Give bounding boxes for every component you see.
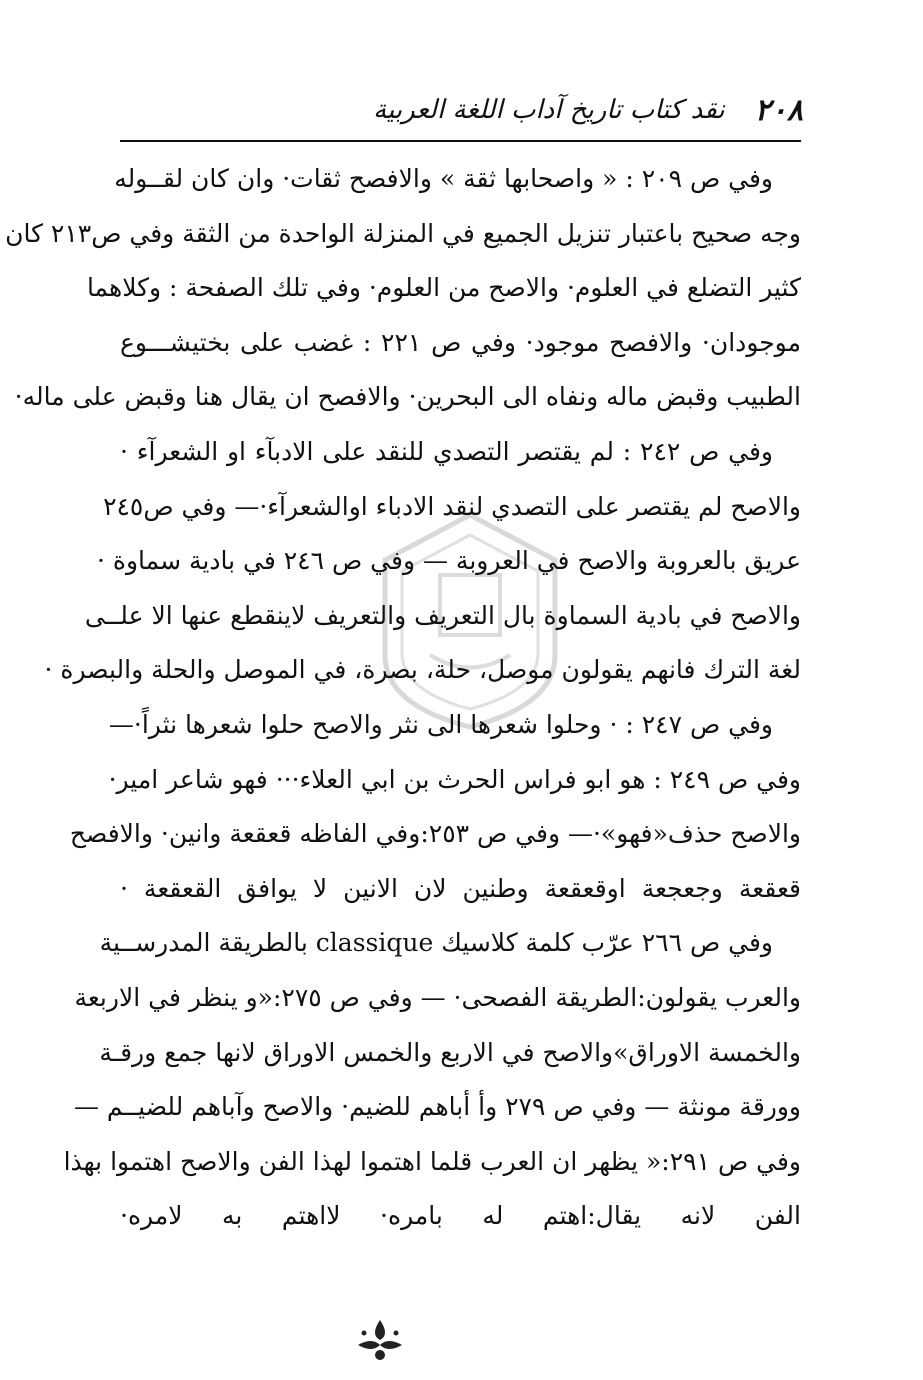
text-line: والاصح في بادية السماوة بال التعريف والتعريف لاينقطع عنها الا علــى	[84, 600, 801, 630]
text-line: وفي ص ٢٩١:« يظهر ان العرب قلما اهتموا لهذا الفن والاصح اهتموا بهذا	[63, 1146, 801, 1176]
text-line: وفي ص ٢٦٦ عرّب كلمة كلاسيك classique بالطريقة المدرســية	[99, 928, 773, 958]
text-line: لغة الترك فانهم يقولون موصل، حلة، بصرة، في الموصل والحلة والبصرة ·	[44, 655, 801, 685]
body-text	[5, 152, 801, 1244]
text-line: وورقة مونثة — وفي ص ٢٧٩ وأ أباهم للضيم· والاصح وآباهم للضيــم —	[73, 1092, 801, 1122]
text-line: موجودان· والافصح موجود· وفي ص ٢٢١ : غضب على بختيشـــوع	[120, 327, 801, 357]
text-line: وفي ص ٢٠٩ : « واصحابها ثقة » والافصح ثقات· وان كان لقــوله	[114, 164, 773, 193]
text-line: والخمسة الاوراق»والاصح في الاربع والخمس الاوراق لانها جمع ورقـة	[99, 1037, 801, 1067]
text-line: وفي ص ٢٤٩ : هو ابو فراس الحرث بن ابي العلاء··· فهو شاعر امير·	[108, 764, 801, 794]
page-number: ٢٠٨	[754, 92, 803, 128]
text-line: وفي ص ٢٤٧ : · وحلوا شعرها الى نثر والاصح حلوا شعرها نثراً·—	[108, 709, 773, 739]
text-line: قعقعة وجعجعة اوقعقعة وطنين لان الانين لا يوافق القعقعة ·	[120, 873, 801, 903]
running-title: نقد كتاب تاريخ آداب اللغة العربية	[373, 95, 725, 125]
text-line: وفي ص ٢٤٢ : لم يقتصر التصدي للنقد على الادبآء او الشعرآء ·	[120, 436, 773, 466]
page-header	[120, 86, 803, 134]
text-line: كثير التضلع في العلوم· والاصح من العلوم· وفي تلك الصفحة : وكلاهما	[86, 273, 801, 303]
end-ornament-icon	[350, 1315, 410, 1365]
text-line: الفن لانه يقال:اهتم له بامره· لااهتم به لامره·	[120, 1201, 801, 1231]
text-line: وجه صحيح باعتبار تنزيل الجميع في المنزلة الواحدة من الثقة وفي ص٢١٣ كان	[5, 218, 801, 248]
text-line: الطبيب وقبض ماله ونفاه الى البحرين· والافصح ان يقال هنا وقبض على ماله·	[14, 382, 801, 412]
text-line: والاصح لم يقتصر على التصدي لنقد الادباء اوالشعرآء·— وفي ص٢٤٥	[103, 491, 801, 521]
text-line: والاصح حذف«فهو»·— وفي ص ٢٥٣:وفي الفاظه قعقعة وانين· والافصح	[69, 819, 801, 849]
header-rule	[120, 140, 801, 142]
text-line: عريق بالعروبة والاصح في العروبة — وفي ص ٢٤٦ في بادية سماوة ·	[96, 546, 801, 576]
text-line: والعرب يقولون:الطريقة الفصحى· — وفي ص ٢٧٥:«و ينظر في الاربعة	[74, 982, 801, 1012]
